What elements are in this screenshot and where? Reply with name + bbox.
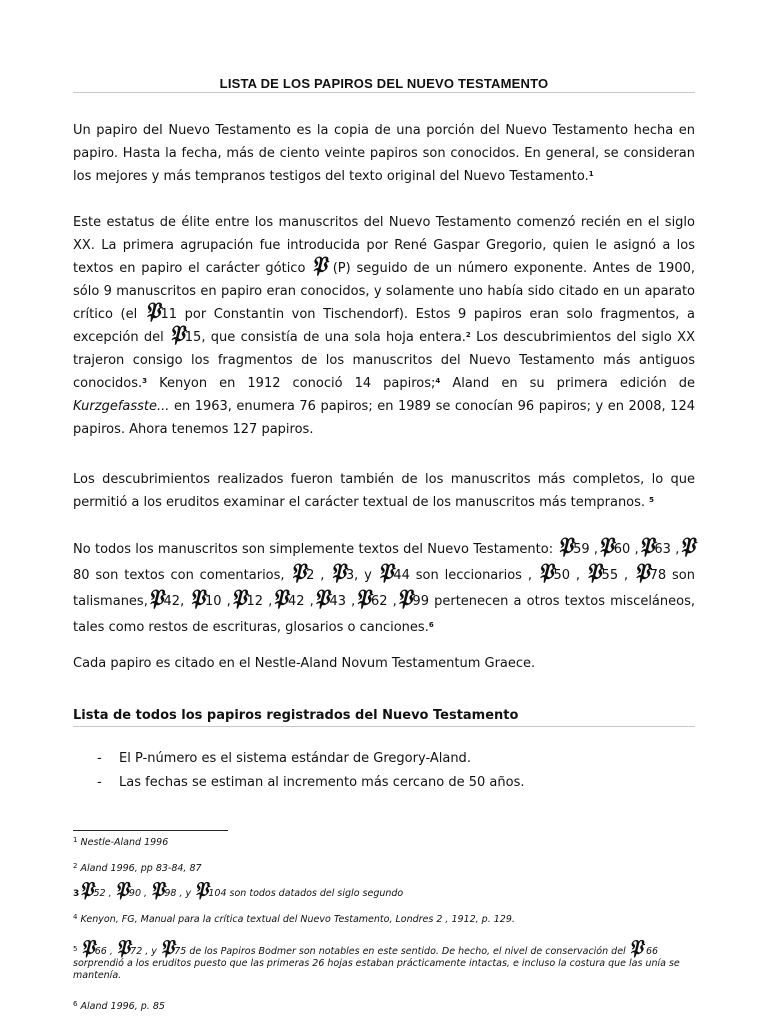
types-text-1: No todos los manuscritos son simplemente textos del Nuevo Testamento:	[73, 542, 558, 557]
list-item-text: El P-número es el sistema estándar de Gregory-Aland.	[119, 751, 471, 766]
history-text-4: , que consistía de una sola hoja entera.	[201, 330, 466, 345]
footnote-ref[interactable]: 4	[435, 377, 441, 385]
papyrus-number: 50	[553, 568, 571, 583]
papyrus-number: 78	[649, 568, 667, 583]
types-text-4: son talismanes,	[73, 568, 695, 609]
gothic-p-symbol: 𝔓	[598, 533, 614, 559]
discoveries-text: Los descubrimientos realizados fueron también de los manuscritos más completos, lo que permitió a los eruditos examinar el carácter textual de los manuscritos más tempranos.	[73, 472, 695, 510]
gothic-p-symbol: 𝔓	[189, 585, 205, 611]
gothic-p-symbol: 𝔓	[313, 585, 330, 611]
gothic-p-symbol: 𝔓	[557, 533, 574, 559]
gothic-p-symbol: 𝔓	[396, 585, 413, 611]
list-item	[73, 773, 695, 797]
papyrus-number: 2	[306, 568, 315, 583]
gothic-p-symbol: 𝔓	[272, 585, 288, 611]
papyrus-number: 59	[573, 542, 590, 557]
title-rule	[73, 92, 695, 93]
gothic-p-symbol: 𝔓	[80, 935, 95, 959]
gothic-p-symbol: 𝔓	[679, 533, 696, 559]
footnote-text: de los Papiros Bodmer son notables en este sentido. De hecho, el nivel de conservación del	[186, 946, 629, 957]
section-heading: Lista de todos los papiros registrados del Nuevo Testamento	[73, 708, 519, 723]
gothic-p-symbol: 𝔓	[311, 252, 327, 278]
papyrus-number: 60	[613, 542, 631, 557]
history-text-8: en 1963, enumera 76 papiros; en 1989 se conocían 96 papiros; y en 2008, 124 papiros. Ahora tenemos 127 papiros.	[73, 399, 695, 437]
gothic-p-symbol: 𝔓	[230, 585, 247, 611]
papyrus-number: 12	[246, 594, 264, 609]
paragraph-types: No todos los manuscritos son simplemente textos del Nuevo Testamento: 𝔓59 ,𝔓60 ,𝔓63 ,𝔓 80 son textos con comentarios, 𝔓2 , 𝔓3, y 𝔓44 son leccionarios , 𝔓50 , 𝔓55 , 𝔓78 son talismanes,𝔓42, 𝔓10 ,𝔓12 ,𝔓42 ,𝔓43 ,𝔓62 ,𝔓99 pertenecen a otros textos misceláneos, tales como restos de escrituras, glosarios o canciones.$^6$	[73, 533, 696, 635]
footnote-number: 1	[73, 836, 78, 844]
types-text-5: pertenecen a otros textos misceláneos, tales como restos de escrituras, glosarios o canciones.	[73, 594, 695, 635]
footnote-separator	[73, 830, 228, 831]
papyrus-number: 52	[93, 888, 106, 899]
footnote-text-continued: sorprendió a los eruditos puesto que las primeras 26 hojas estaban prácticamente intactas, e incluso la costura que las unía se mantenía.	[73, 958, 680, 981]
papyrus-number: 75	[174, 946, 187, 957]
types-text-3: son leccionarios ,	[409, 568, 538, 583]
gothic-p-symbol: 𝔓	[290, 559, 307, 585]
papyrus-number: 72	[130, 946, 143, 957]
gothic-p-symbol: 𝔓	[355, 585, 371, 611]
history-text-5: Los descubrimientos del siglo XX trajeron consigo los fragmentos de los manuscritos del Nuevo Testamento más antiguos conocidos.	[73, 330, 695, 391]
papyrus-number: 15	[184, 330, 202, 345]
footnote-5: $^5$ 𝔓66 , 𝔓72 , y 𝔓75 de los Papiros Bodmer son notables en este sentido. De hecho, el nivel de conservación del 𝔓 66 sorprendió a los eruditos puesto que las primeras 26 hojas estaban prácticamente intactas, e incluso la costura que las unía se mantenía.	[73, 935, 680, 981]
gothic-p-symbol: 𝔓	[115, 935, 131, 959]
history-text-3: por Constantin von Tischendorf). Estos 9 papiros eran solo fragmentos, a excepción del	[73, 307, 695, 345]
footnote-number: 3	[73, 889, 80, 899]
paragraph-citation: Cada papiro es citado en el Nestle-Aland Novum Testamentum Graece.	[73, 656, 536, 671]
list-item	[73, 749, 695, 773]
papyrus-number: 99	[412, 594, 429, 609]
list-item-text: Las fechas se estiman al incremento más cercano de 50 años.	[119, 775, 525, 790]
bullet-dash-icon: -	[97, 751, 102, 766]
gothic-p-symbol: 𝔓	[330, 559, 346, 585]
footnote-2	[73, 863, 695, 875]
footnote-text: Aland 1996, p. 85	[80, 1001, 165, 1012]
footnote-text: Aland 1996, pp 83-84, 87	[80, 863, 202, 874]
paragraph-intro-text: Un papiro del Nuevo Testamento es la copia de una porción del Nuevo Testamento hecha en papiro. Hasta la fecha, más de ciento veinte papiros son conocidos. En general, se consideran los mejores y más tempranos testigos del texto original del Nuevo Testamento.	[73, 123, 695, 184]
footnote-1	[73, 837, 695, 849]
papyrus-number: 104	[208, 888, 227, 899]
gothic-p-symbol: 𝔓	[377, 559, 394, 585]
footnote-6	[73, 1001, 695, 1013]
gothic-p-symbol: 𝔓	[633, 559, 650, 585]
papyrus-number: 98	[164, 888, 177, 899]
papyrus-number: 11	[160, 307, 178, 322]
bullet-dash-icon: -	[97, 775, 102, 790]
gothic-p-symbol: 𝔓	[114, 877, 129, 901]
book-title: Kurzgefasste...	[73, 399, 170, 414]
types-text-2: son textos con comentarios,	[89, 568, 291, 583]
footnote-ref[interactable]: 3	[142, 377, 148, 385]
history-text-7: Aland en su primera edición de	[440, 376, 695, 391]
gothic-p-symbol: 𝔓	[638, 533, 655, 559]
papyrus-number: 10	[205, 594, 222, 609]
footnote-3: 3𝔓52 , 𝔓90 , 𝔓98 , y 𝔓104 son todos datados del siglo segundo	[73, 877, 404, 901]
history-text-2: (P) seguido de un número exponente. Antes de 1900, sólo 9 manuscritos en papiro eran conocidos, y solamente uno había sido citado en un aparato crítico (el	[73, 261, 695, 322]
page-title: LISTA DE LOS PAPIROS DEL NUEVO TESTAMENTO	[219, 76, 549, 91]
history-text-1: Este estatus de élite entre los manuscritos del Nuevo Testamento comenzó recién en el siglo XX. La primera agrupación fue introducida por René Gaspar Gregorio, quien le asignó a los textos en papiro el carácter gótico	[73, 215, 695, 276]
papyrus-number: 3	[345, 568, 355, 583]
gothic-p-symbol: 𝔓	[169, 321, 185, 347]
papyrus-number: 90	[128, 888, 142, 899]
footnote-ref[interactable]: 2	[465, 331, 471, 339]
footnote-number: 6	[73, 1000, 78, 1008]
footnote-number: 5	[73, 945, 78, 953]
footnote-ref[interactable]: 1	[588, 170, 594, 178]
gothic-p-symbol: 𝔓	[159, 935, 175, 959]
papyrus-number: 42	[163, 594, 181, 609]
bullet-list	[73, 749, 695, 797]
gothic-p-symbol: 𝔓	[147, 585, 164, 611]
footnote-number: 4	[73, 913, 78, 921]
paragraph-history	[73, 211, 695, 441]
papyrus-number: 66	[94, 946, 107, 957]
gothic-p-symbol: 𝔓	[628, 935, 643, 959]
papyrus-number: 42	[287, 594, 305, 609]
paragraph-discoveries	[73, 468, 695, 514]
papyrus-number: 55	[601, 568, 619, 583]
papyrus-number: 44	[393, 568, 410, 583]
gothic-p-symbol: 𝔓	[194, 877, 209, 901]
history-text-6: Kenyon en 1912 conoció 14 papiros;	[147, 376, 436, 391]
footnote-ref[interactable]: 6	[428, 621, 434, 629]
papyrus-number: 66	[645, 946, 659, 957]
papyrus-number: 43	[329, 594, 346, 609]
footnote-text: son todos datados del siglo segundo	[226, 888, 404, 899]
footnote-number: 2	[73, 862, 78, 870]
gothic-p-symbol: 𝔓	[150, 877, 165, 901]
footnote-text: Kenyon, FG, Manual para la crítica textual del Nuevo Testamento, Londres 2 , 1912, p. 129.	[80, 914, 515, 925]
gothic-p-symbol: 𝔓	[537, 559, 554, 585]
paragraph-intro	[73, 119, 695, 188]
footnote-4	[73, 914, 695, 926]
gothic-p-symbol: 𝔓	[79, 877, 94, 901]
gothic-p-symbol: 𝔓	[144, 298, 161, 324]
footnote-text: Nestle-Aland 1996	[80, 837, 169, 848]
papyrus-number: 63	[654, 542, 671, 557]
section-rule	[73, 726, 695, 727]
gothic-p-symbol: 𝔓	[585, 559, 602, 585]
papyrus-number: 80	[73, 568, 90, 583]
papyrus-number: 62	[370, 594, 388, 609]
footnote-ref[interactable]: 5	[649, 496, 655, 504]
